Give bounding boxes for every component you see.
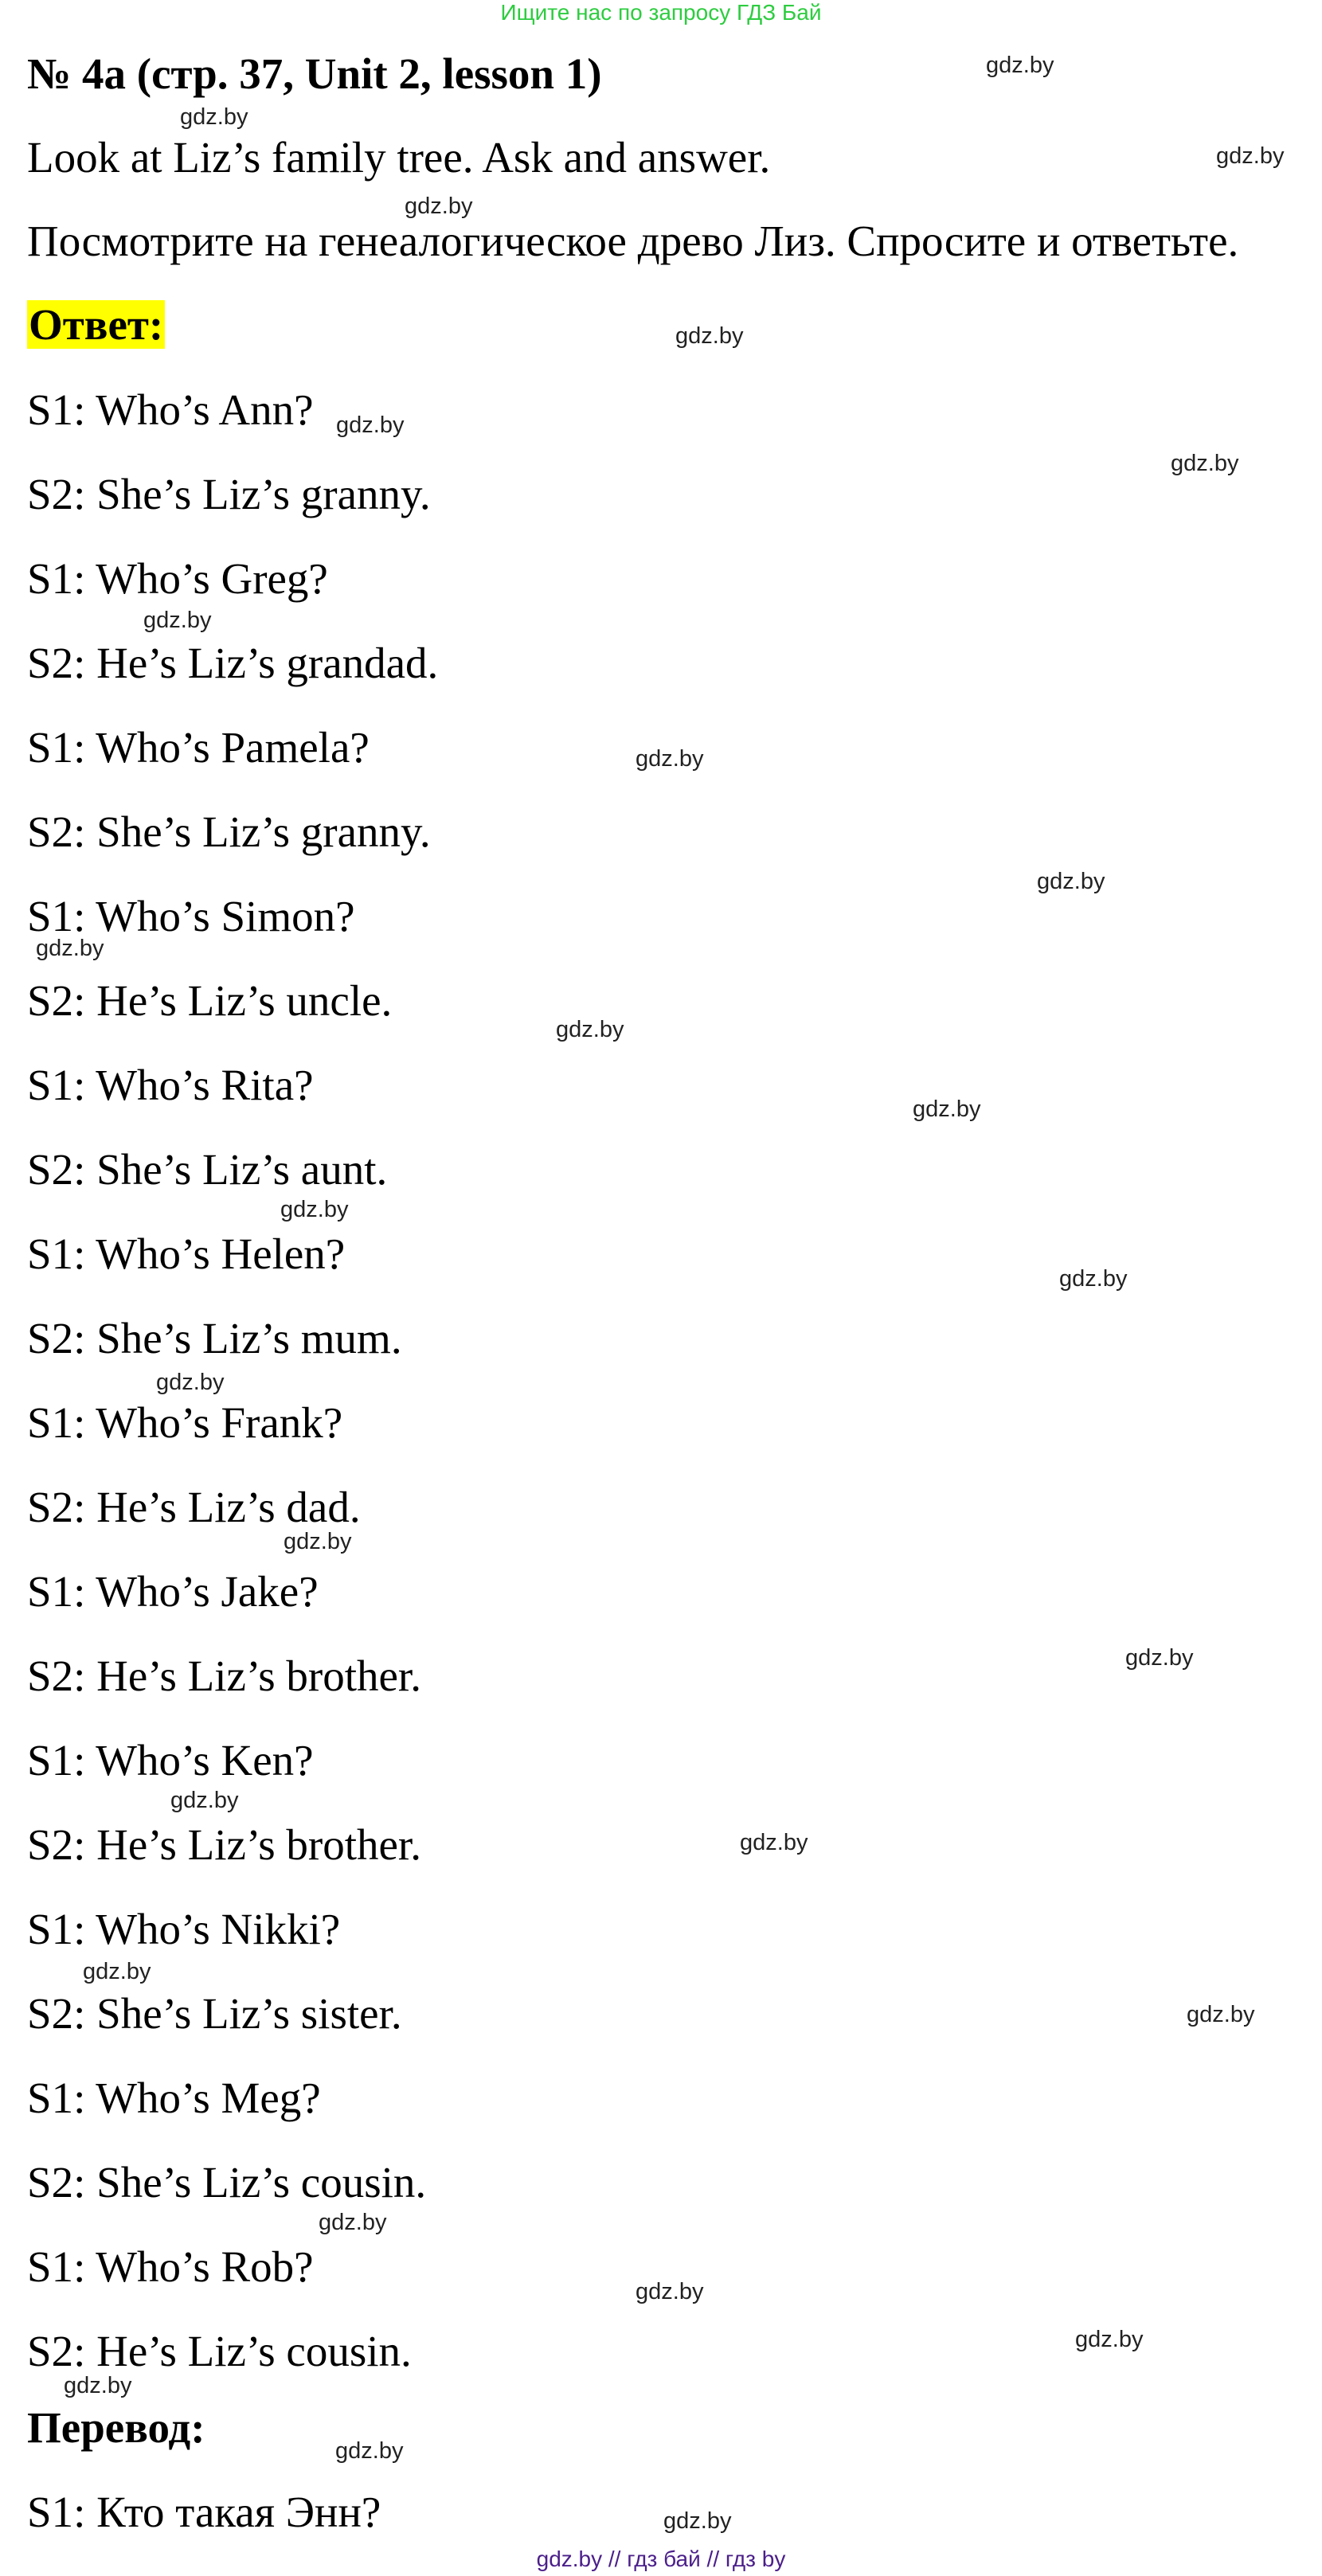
dialogue-line: S1: Who’s Rob? (27, 2242, 314, 2291)
dialogue-line: S1: Who’s Frank? (27, 1398, 343, 1447)
footer-links[interactable]: gdz.by // гдз бай // гдз by (536, 2547, 786, 2571)
dialogue-line: S2: He’s Liz’s brother. (27, 1652, 421, 1700)
watermark: gdz.by (636, 2279, 704, 2304)
dialogue-line: S2: He’s Liz’s grandad. (27, 639, 439, 687)
dialogue-line: S1: Who’s Ken? (27, 1736, 314, 1784)
translation-heading: Перевод: (27, 2403, 205, 2452)
watermark: gdz.by (64, 2373, 132, 2398)
watermark: gdz.by (913, 1096, 981, 1122)
watermark: gdz.by (986, 53, 1054, 78)
watermark: gdz.by (156, 1370, 225, 1395)
watermark: gdz.by (1125, 1645, 1194, 1671)
task-english: Look at Liz’s family tree. Ask and answer. (27, 133, 771, 182)
dialogue-line: S2: He’s Liz’s uncle. (27, 976, 393, 1025)
dialogue-line: S1: Who’s Jake? (27, 1567, 319, 1616)
watermark: gdz.by (675, 323, 744, 349)
task-russian: Посмотрите на генеалогическое древо Лиз. Спросите и ответьте. (27, 217, 1239, 265)
watermark: gdz.by (335, 2438, 404, 2464)
dialogue-line: S1: Who’s Pamela? (27, 723, 370, 772)
watermark: gdz.by (1059, 1266, 1128, 1292)
dialogue-line: S1: Who’s Meg? (27, 2074, 321, 2122)
watermark: gdz.by (1216, 143, 1285, 169)
watermark: gdz.by (1075, 2327, 1144, 2352)
answer-heading-text: Ответ: (29, 300, 164, 349)
dialogue-line: S1: Who’s Helen? (27, 1229, 346, 1278)
watermark: gdz.by (170, 1788, 239, 1813)
dialogue-line: S2: He’s Liz’s dad. (27, 1483, 361, 1531)
dialogue-line: S2: She’s Liz’s cousin. (27, 2158, 427, 2207)
watermark: gdz.by (663, 2508, 732, 2534)
watermark: gdz.by (36, 936, 104, 961)
dialogue-line: S1: Who’s Greg? (27, 554, 328, 603)
watermark: gdz.by (284, 1529, 352, 1554)
watermark: gdz.by (1187, 2002, 1255, 2027)
answer-heading (27, 299, 165, 351)
dialogue-line: S2: She’s Liz’s granny. (27, 470, 431, 518)
watermark: gdz.by (1037, 869, 1105, 894)
dialogue-line: S1: Who’s Nikki? (27, 1905, 341, 1953)
dialogue-line: S2: She’s Liz’s sister. (27, 1989, 402, 2038)
dialogue-line: S1: Who’s Ann? (27, 385, 314, 434)
watermark: gdz.by (83, 1959, 151, 1984)
dialogue-line: S2: She’s Liz’s mum. (27, 1314, 402, 1362)
watermark: gdz.by (636, 746, 704, 772)
page-title: № 4a (стр. 37, Unit 2, lesson 1) (27, 49, 602, 98)
dialogue-line: S2: She’s Liz’s granny. (27, 807, 431, 856)
watermark: gdz.by (280, 1197, 349, 1222)
translation-line: S1: Кто такая Энн? (27, 2488, 381, 2536)
dialogue-line: S1: Who’s Rita? (27, 1061, 314, 1109)
watermark: gdz.by (180, 104, 248, 130)
top-banner[interactable]: Ищите нас по запросу ГДЗ Бай (500, 0, 822, 25)
watermark: gdz.by (556, 1017, 624, 1042)
dialogue-line: S2: She’s Liz’s aunt. (27, 1145, 388, 1194)
dialogue-line: S2: He’s Liz’s cousin. (27, 2327, 412, 2375)
dialogue-line: S1: Who’s Simon? (27, 892, 355, 940)
watermark: gdz.by (1171, 451, 1239, 476)
watermark: gdz.by (143, 608, 212, 633)
watermark: gdz.by (336, 412, 405, 438)
dialogue-line: S2: He’s Liz’s brother. (27, 1820, 421, 1869)
watermark: gdz.by (740, 1830, 808, 1855)
watermark: gdz.by (319, 2210, 387, 2235)
watermark: gdz.by (405, 193, 473, 219)
